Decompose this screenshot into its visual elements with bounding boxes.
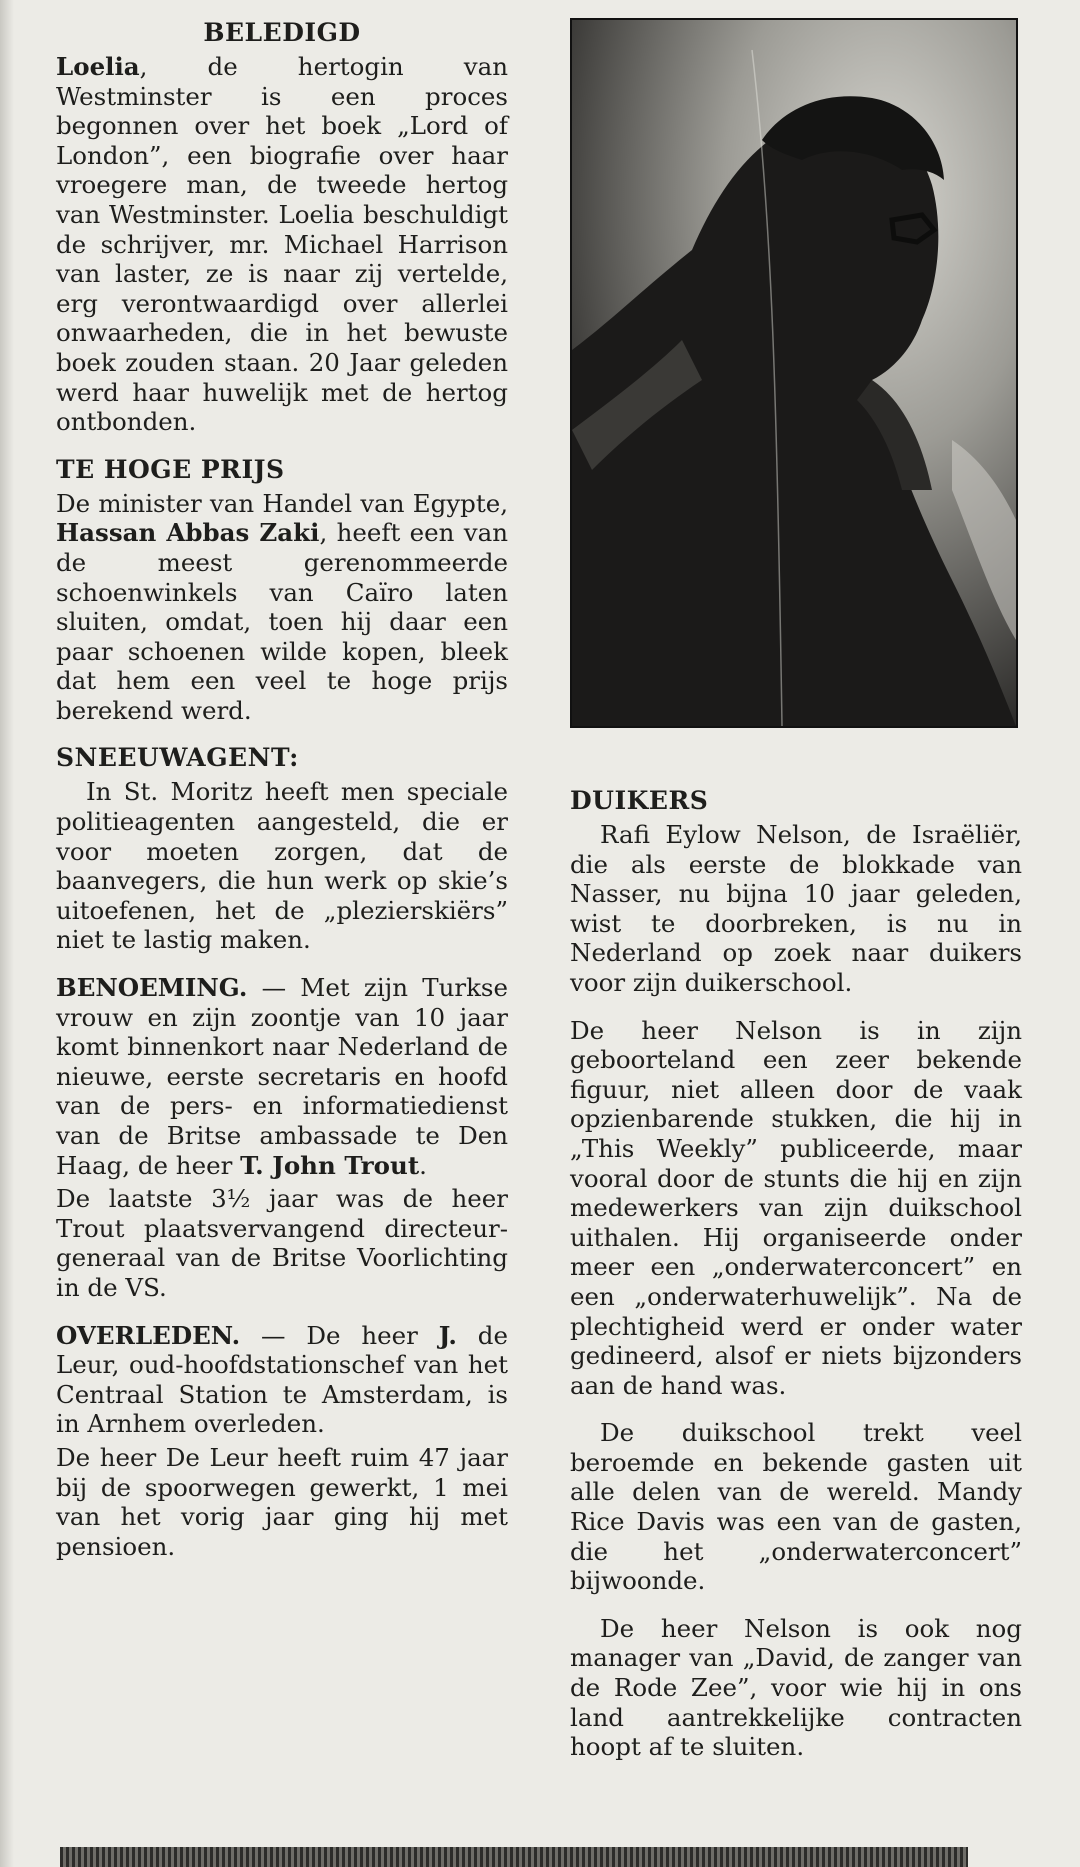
bottom-border-rule (60, 1847, 968, 1867)
article-person-name: T. John Trout (240, 1150, 420, 1180)
article-heading: DUIKERS (570, 786, 709, 815)
article-text: — Met zijn Turkse vrouw en zijn zoontje van 10 jaar komt binnenkort naar Nederland de nieuwe, eerste secretaris en hoofd van de pers- en informatiedienst van de Britse ambassade te Den Haag, de heer (56, 973, 508, 1180)
article-heading: TE HOGE PRIJS (56, 454, 285, 484)
article-lead-name: Loelia (56, 52, 140, 81)
article-sneeuwagent (56, 743, 508, 955)
article-person-name: Hassan Abbas Zaki (56, 518, 320, 548)
portrait-silhouette-image (572, 20, 1016, 726)
article-person-name: J. (438, 1320, 457, 1350)
article-body: Rafi Eylow Nelson, de Israëliër, die als eerste de blokkade van Nasser, nu bijna 10 jaar geleden, wist te doorbreken, is nu in Nederland op zoek naar duikers voor zijn duikerschool. (570, 820, 1022, 997)
left-column (56, 18, 508, 1579)
article-body (56, 489, 508, 726)
article-text: de Leur, oud-hoofdstationschef van het Centraal Station te Amsterdam, is in Arnhem overleden. (56, 1320, 508, 1439)
article-body (56, 1321, 508, 1439)
article-te-hoge-prijs (56, 455, 508, 726)
article-heading: BENOEMING. (56, 973, 248, 1003)
article-beledigd (56, 18, 508, 437)
article-heading: BELEDIGD (203, 18, 361, 47)
article-body-second: De heer Nelson is in zijn geboorteland een zeer bekende figuur, niet alleen door de vaak opzienbarende stukken, die hij in „This Weekly” publiceerde, maar vooral door de stunts die hij en zijn medewerkers van zijn duikschool uithalen. Hij organiseerde onder meer een „onderwaterconcert” en een „onderwaterhuwelijk”. Na de plechtigheid werd er onder water gedineerd, alsof er niets bijzonders aan de hand was. (570, 1015, 1022, 1400)
article-body (56, 973, 508, 1180)
article-body-fourth: De heer Nelson is ook nog manager van „David, de zanger van de Rode Zee”, voor wie hij in ons land aantrekkelijke contracten hoopt af te sluiten. (570, 1613, 1022, 1762)
page-edge-shadow (0, 0, 14, 1867)
article-text: — De heer (240, 1320, 439, 1350)
article-body: In St. Moritz heeft men speciale politieagenten aangesteld, die er voor moeten zorgen, dat de baanvegers, die hun werk op skie’s uitoefenen, het de „plezierskiërs” niet te lastig maken. (56, 777, 508, 955)
article-text: . (419, 1150, 427, 1180)
article-body-second: De heer De Leur heeft ruim 47 jaar bij de spoorwegen gewerkt, 1 mei van het vorig jaar ging hij met pensioen. (56, 1442, 508, 1561)
right-column (570, 786, 1022, 1780)
article-body-third: De duikschool trekt veel beroemde en bekende gasten uit alle delen van de wereld. Mandy Rice Davis was een van de gasten, die het „onderwaterconcert” bijwoonde. (570, 1418, 1022, 1596)
article-benoeming (56, 973, 508, 1303)
article-text: De minister van Handel van Egypte, (56, 488, 508, 518)
article-heading: OVERLEDEN. (56, 1320, 241, 1350)
article-duikers (570, 786, 1022, 1762)
article-body-second: De laatste 3½ jaar was de heer Trout plaatsvervangend directeur-generaal van de Britse Voorlichting in de VS. (56, 1184, 508, 1302)
portrait-photo (570, 18, 1018, 728)
article-text: , de hertogin van Westminster is een proces begonnen over het boek „Lord of London”, een biografie over haar vroegere man, de tweede hertog van Westminster. Loelia beschuldigt de schrijver, mr. Michael Harrison van laster, ze is naar zij vertelde, erg verontwaardigd over allerlei onwaarheden, die in het bewuste boek zouden staan. 20 Jaar geleden werd haar huwelijk met de hertog ontbonden. (56, 52, 508, 437)
article-body (56, 52, 508, 437)
article-overleden (56, 1321, 508, 1562)
article-heading: SNEEUWAGENT: (56, 743, 299, 773)
article-text: , heeft een van de meest gerenommeerde schoenwinkels van Caïro laten sluiten, omdat, toen hij daar een paar schoenen wilde kopen, bleek dat hem een veel te hoge prijs berekend werd. (56, 518, 508, 725)
